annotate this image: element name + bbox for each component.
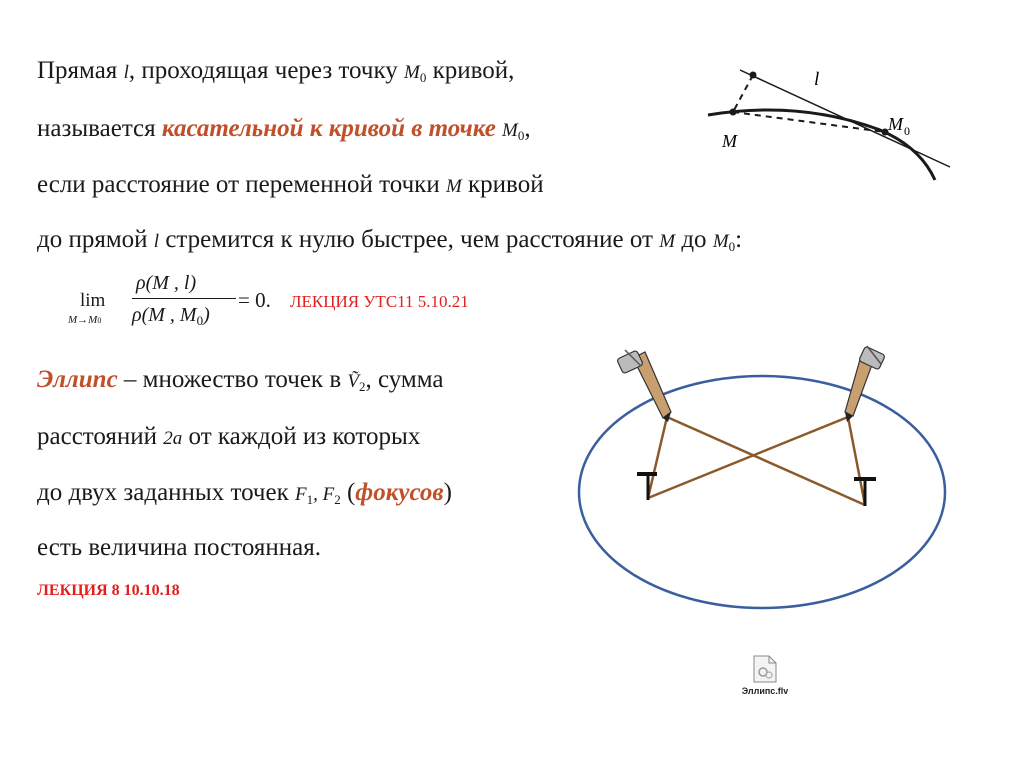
- video-file-icon[interactable]: [743, 655, 833, 705]
- video-file-label[interactable]: Эллипс.flv: [741, 686, 789, 696]
- ellipse: [579, 376, 945, 608]
- lim-operator: lim: [80, 290, 106, 311]
- text: кривой: [461, 171, 544, 198]
- ellipse-def-line1: [37, 367, 444, 393]
- ellipse-diagram: [575, 340, 965, 630]
- lim-sub-text: M→M: [68, 314, 98, 326]
- ellipse-def-line4: [37, 535, 321, 560]
- string-1: [648, 417, 865, 505]
- text: расстояний: [37, 423, 164, 450]
- text: ,: [524, 115, 531, 142]
- point-on-line: [750, 72, 757, 79]
- tangent-def-line1: [37, 58, 514, 84]
- text: до: [675, 226, 713, 253]
- text: если расстояние от переменной точки: [37, 171, 446, 198]
- pencil-left-icon: [617, 350, 671, 422]
- symbol-l: l: [123, 62, 129, 83]
- text: от каждой из которых: [182, 423, 421, 450]
- text: – множество точек в: [117, 366, 348, 393]
- chord-dashed: [733, 112, 885, 132]
- symbol-F2: F: [322, 484, 335, 505]
- text: , сумма: [365, 366, 444, 393]
- subscript: 2: [334, 492, 341, 507]
- tangent-def-line4: [37, 227, 742, 253]
- separator: ,: [313, 484, 323, 505]
- den-close: ): [203, 304, 210, 326]
- subscript: 2: [359, 379, 366, 394]
- symbol-2a: 2a: [163, 428, 183, 449]
- text: до прямой: [37, 226, 154, 253]
- label-M0-sub: 0: [904, 124, 910, 138]
- label-M: M: [722, 131, 737, 151]
- den-text: ρ(M , M: [132, 304, 197, 326]
- symbol-V: Ṽ: [347, 371, 359, 392]
- point-M: [730, 109, 737, 116]
- fraction-numerator: ρ(M , l): [136, 272, 197, 294]
- text: стремится к нулю быстрее, чем расстояние от: [159, 226, 660, 253]
- subscript: 1: [306, 492, 314, 507]
- lecture-8-label: ЛЕКЦИЯ 8 10.10.18: [37, 582, 180, 599]
- lim-sub-0: 0: [97, 316, 102, 325]
- symbol-M: M: [445, 176, 462, 197]
- den-sub: 0: [196, 313, 204, 328]
- foci-term: фокусов: [355, 479, 444, 506]
- text: ): [443, 479, 452, 506]
- ellipse-def-line2: [37, 424, 420, 449]
- text: , проходящая через точку: [128, 57, 405, 84]
- ellipse-def-line3: [37, 480, 452, 506]
- text: есть величина постоянная.: [37, 534, 321, 561]
- fraction-bar: [132, 298, 236, 299]
- file-icon: [753, 655, 777, 683]
- tangent-diagram: [690, 55, 960, 185]
- pencil-right-icon: [845, 346, 885, 422]
- symbol-M: M: [659, 231, 676, 252]
- symbol-l: l: [153, 231, 160, 252]
- subscript: 0: [517, 128, 525, 143]
- text: Прямая: [37, 57, 124, 84]
- subscript: 0: [728, 239, 736, 254]
- tangent-term: касательной к кривой в точке: [161, 115, 496, 142]
- symbol-M0: M: [712, 231, 729, 252]
- text: до двух заданных точек: [37, 479, 295, 506]
- text: (: [340, 479, 356, 506]
- text: кривой,: [426, 57, 515, 84]
- symbol-M: M: [404, 62, 420, 83]
- fraction-denominator: [132, 304, 210, 329]
- label-l: l: [814, 69, 820, 90]
- ellipse-term: Эллипс: [37, 366, 118, 393]
- equals-zero: = 0.: [238, 288, 271, 312]
- subscript: 0: [419, 70, 427, 85]
- text: называется: [37, 115, 162, 142]
- text: :: [735, 226, 743, 253]
- label-M0: M: [888, 114, 903, 134]
- symbol-M: M: [502, 120, 518, 141]
- distance-dashed: [733, 75, 753, 112]
- lecture-utc-label: ЛЕКЦИЯ УТС11 5.10.21: [290, 292, 469, 311]
- symbol-F1: F: [295, 484, 307, 505]
- limit-formula: [66, 268, 286, 338]
- lim-subscript: [68, 314, 101, 326]
- tangent-def-line3: [37, 172, 544, 197]
- tangent-def-line2: [37, 116, 531, 142]
